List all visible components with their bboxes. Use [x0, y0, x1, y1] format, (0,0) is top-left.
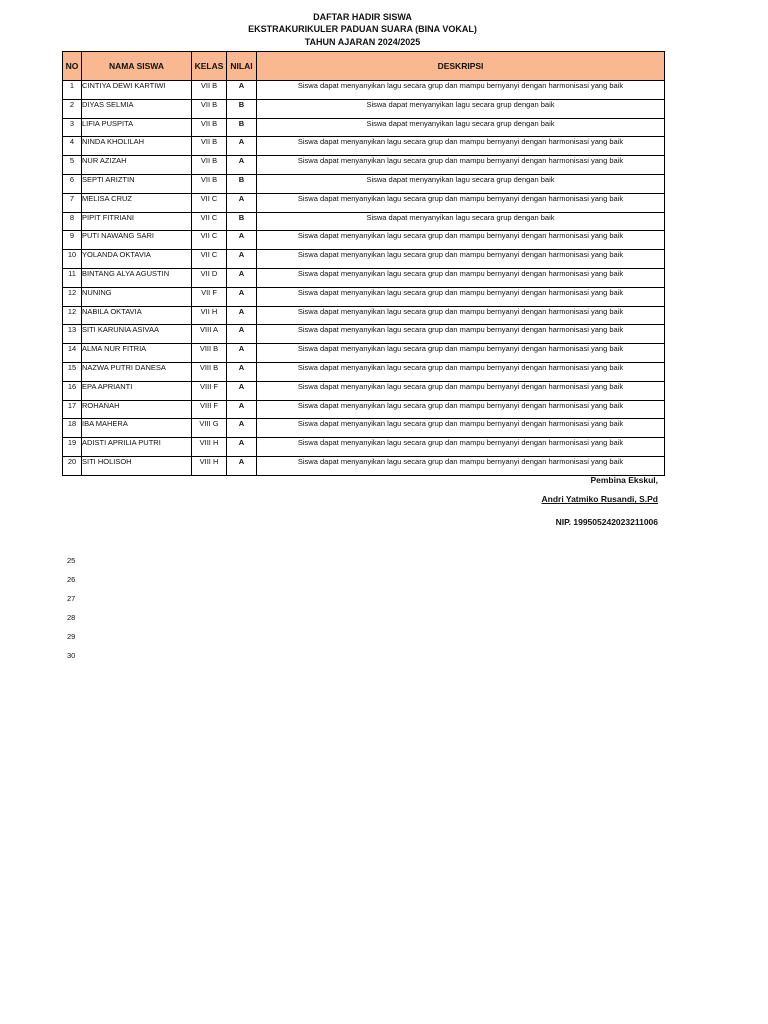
table-row — [63, 325, 665, 344]
student-grade: A — [227, 306, 257, 325]
student-name: ALMA NUR FITRIA — [82, 344, 192, 363]
student-description: Siswa dapat menyanyikan lagu secara grup dan mampu bernyanyi dengan harmonisasi yang baik — [257, 268, 665, 287]
table-row — [63, 81, 665, 100]
extra-row-number: 28 — [67, 613, 76, 622]
student-description: Siswa dapat menyanyikan lagu secara grup dan mampu bernyanyi dengan harmonisasi yang baik — [257, 325, 665, 344]
student-grade: A — [227, 419, 257, 438]
student-name: YOLANDA OKTAVIA — [82, 250, 192, 269]
student-class: VIII H — [192, 438, 227, 457]
student-name: DIYAS SELMIA — [82, 99, 192, 118]
student-class: VIII B — [192, 362, 227, 381]
column-header-desc: DESKRIPSI — [257, 52, 665, 81]
student-class: VII D — [192, 268, 227, 287]
student-description: Siswa dapat menyanyikan lagu secara grup dan mampu bernyanyi dengan harmonisasi yang baik — [257, 400, 665, 419]
extra-row-number: 25 — [67, 556, 76, 565]
table-row — [63, 174, 665, 193]
extra-row-number: 26 — [67, 575, 76, 584]
student-name: SITI HOLISOH — [82, 456, 192, 475]
document-subtitle: EKSTRAKURIKULER PADUAN SUARA (BINA VOKAL) — [248, 24, 477, 34]
table-row — [63, 381, 665, 400]
student-class: VII B — [192, 137, 227, 156]
column-header-name: NAMA SISWA — [82, 52, 192, 81]
attendance-table — [62, 51, 665, 476]
table-row — [63, 456, 665, 475]
table-row — [63, 419, 665, 438]
student-grade: B — [227, 99, 257, 118]
extra-row-number: 30 — [67, 651, 76, 660]
row-number: 20 — [63, 456, 82, 475]
table-row — [63, 99, 665, 118]
student-grade: A — [227, 344, 257, 363]
student-grade: A — [227, 156, 257, 175]
student-class: VII C — [192, 193, 227, 212]
table-row — [63, 156, 665, 175]
row-number: 10 — [63, 250, 82, 269]
column-header-no: NO — [63, 52, 82, 81]
student-grade: A — [227, 381, 257, 400]
row-number: 5 — [63, 156, 82, 175]
student-description: Siswa dapat menyanyikan lagu secara grup dan mampu bernyanyi dengan harmonisasi yang baik — [257, 287, 665, 306]
table-row — [63, 438, 665, 457]
student-name: SEPTI ARIZTIN — [82, 174, 192, 193]
table-body — [63, 81, 665, 476]
student-name: CINTIYA DEWI KARTIWI — [82, 81, 192, 100]
student-name: NINDA KHOLILAH — [82, 137, 192, 156]
student-name: NABILA OKTAVIA — [82, 306, 192, 325]
row-number: 12 — [63, 306, 82, 325]
student-description: Siswa dapat menyanyikan lagu secara grup dan mampu bernyanyi dengan harmonisasi yang baik — [257, 156, 665, 175]
student-grade: A — [227, 193, 257, 212]
student-grade: B — [227, 212, 257, 231]
student-description: Siswa dapat menyanyikan lagu secara grup dan mampu bernyanyi dengan harmonisasi yang baik — [257, 193, 665, 212]
row-number: 12 — [63, 287, 82, 306]
document-year: TAHUN AJARAN 2024/2025 — [304, 37, 421, 47]
table-row — [63, 118, 665, 137]
row-number: 2 — [63, 99, 82, 118]
student-class: VII C — [192, 250, 227, 269]
student-class: VII B — [192, 174, 227, 193]
table-row — [63, 400, 665, 419]
student-class: VII C — [192, 212, 227, 231]
table-row — [63, 287, 665, 306]
student-class: VIII B — [192, 344, 227, 363]
student-name: LIFIA PUSPITA — [82, 118, 192, 137]
student-name: EPA APRIANTI — [82, 381, 192, 400]
student-grade: A — [227, 81, 257, 100]
student-class: VII F — [192, 287, 227, 306]
student-name: PUTI NAWANG SARI — [82, 231, 192, 250]
student-grade: A — [227, 268, 257, 287]
student-name: IBA MAHERA — [82, 419, 192, 438]
table-row — [63, 193, 665, 212]
student-description: Siswa dapat menyanyikan lagu secara grup dan mampu bernyanyi dengan harmonisasi yang baik — [257, 344, 665, 363]
row-number: 8 — [63, 212, 82, 231]
student-class: VII B — [192, 99, 227, 118]
student-name: MELISA CRUZ — [82, 193, 192, 212]
student-grade: B — [227, 174, 257, 193]
student-class: VIII F — [192, 400, 227, 419]
student-description: Siswa dapat menyanyikan lagu secara grup dengan baik — [257, 174, 665, 193]
table-row — [63, 250, 665, 269]
student-name: ADISTI APRILIA PUTRI — [82, 438, 192, 457]
student-name: NUR AZIZAH — [82, 156, 192, 175]
student-class: VII B — [192, 156, 227, 175]
student-description: Siswa dapat menyanyikan lagu secara grup dan mampu bernyanyi dengan harmonisasi yang baik — [257, 250, 665, 269]
student-name: BINTANG ALYA AGUSTIN — [82, 268, 192, 287]
student-grade: A — [227, 287, 257, 306]
table-header-row — [63, 52, 665, 81]
student-name: SITI KARUNIA ASIVAA — [82, 325, 192, 344]
student-grade: A — [227, 456, 257, 475]
signature-nip: NIP. 199505242023211006 — [555, 517, 658, 527]
extra-row-number: 27 — [67, 594, 76, 603]
row-number: 15 — [63, 362, 82, 381]
row-number: 18 — [63, 419, 82, 438]
row-number: 11 — [63, 268, 82, 287]
row-number: 7 — [63, 193, 82, 212]
signature-role: Pembina Ekskul, — [590, 475, 658, 485]
student-name: ROHANAH — [82, 400, 192, 419]
column-header-kelas: KELAS — [192, 52, 227, 81]
student-grade: A — [227, 400, 257, 419]
student-name: NUNING — [82, 287, 192, 306]
row-number: 4 — [63, 137, 82, 156]
table-row — [63, 212, 665, 231]
student-description: Siswa dapat menyanyikan lagu secara grup dengan baik — [257, 212, 665, 231]
document-title: DAFTAR HADIR SISWA — [313, 12, 412, 22]
student-class: VIII F — [192, 381, 227, 400]
student-grade: A — [227, 362, 257, 381]
student-name: NAZWA PUTRI DANESA — [82, 362, 192, 381]
student-description: Siswa dapat menyanyikan lagu secara grup dan mampu bernyanyi dengan harmonisasi yang baik — [257, 306, 665, 325]
student-description: Siswa dapat menyanyikan lagu secara grup dengan baik — [257, 118, 665, 137]
student-class: VIII G — [192, 419, 227, 438]
student-description: Siswa dapat menyanyikan lagu secara grup dan mampu bernyanyi dengan harmonisasi yang baik — [257, 137, 665, 156]
student-description: Siswa dapat menyanyikan lagu secara grup dengan baik — [257, 99, 665, 118]
row-number: 9 — [63, 231, 82, 250]
student-description: Siswa dapat menyanyikan lagu secara grup dan mampu bernyanyi dengan harmonisasi yang baik — [257, 231, 665, 250]
row-number: 19 — [63, 438, 82, 457]
student-name: PIPIT FITRIANI — [82, 212, 192, 231]
student-class: VII C — [192, 231, 227, 250]
student-description: Siswa dapat menyanyikan lagu secara grup dan mampu bernyanyi dengan harmonisasi yang baik — [257, 81, 665, 100]
student-grade: A — [227, 438, 257, 457]
column-header-nilai: NILAI — [227, 52, 257, 81]
student-grade: A — [227, 137, 257, 156]
student-class: VIII A — [192, 325, 227, 344]
row-number: 6 — [63, 174, 82, 193]
student-description: Siswa dapat menyanyikan lagu secara grup dan mampu bernyanyi dengan harmonisasi yang baik — [257, 438, 665, 457]
table-row — [63, 306, 665, 325]
student-description: Siswa dapat menyanyikan lagu secara grup dan mampu bernyanyi dengan harmonisasi yang baik — [257, 381, 665, 400]
table-row — [63, 231, 665, 250]
student-grade: A — [227, 250, 257, 269]
student-description: Siswa dapat menyanyikan lagu secara grup dan mampu bernyanyi dengan harmonisasi yang baik — [257, 456, 665, 475]
student-class: VII H — [192, 306, 227, 325]
student-grade: A — [227, 231, 257, 250]
table-row — [63, 137, 665, 156]
student-class: VII B — [192, 81, 227, 100]
row-number: 16 — [63, 381, 82, 400]
student-description: Siswa dapat menyanyikan lagu secara grup dan mampu bernyanyi dengan harmonisasi yang baik — [257, 419, 665, 438]
student-grade: A — [227, 325, 257, 344]
row-number: 17 — [63, 400, 82, 419]
signature-name: Andri Yatmiko Rusandi, S.Pd — [541, 494, 658, 504]
student-grade: B — [227, 118, 257, 137]
table-row — [63, 268, 665, 287]
table-row — [63, 362, 665, 381]
row-number: 3 — [63, 118, 82, 137]
extra-row-number: 29 — [67, 632, 76, 641]
row-number: 13 — [63, 325, 82, 344]
table-row — [63, 344, 665, 363]
student-description: Siswa dapat menyanyikan lagu secara grup dan mampu bernyanyi dengan harmonisasi yang baik — [257, 362, 665, 381]
student-class: VII B — [192, 118, 227, 137]
row-number: 14 — [63, 344, 82, 363]
student-class: VIII H — [192, 456, 227, 475]
row-number: 1 — [63, 81, 82, 100]
